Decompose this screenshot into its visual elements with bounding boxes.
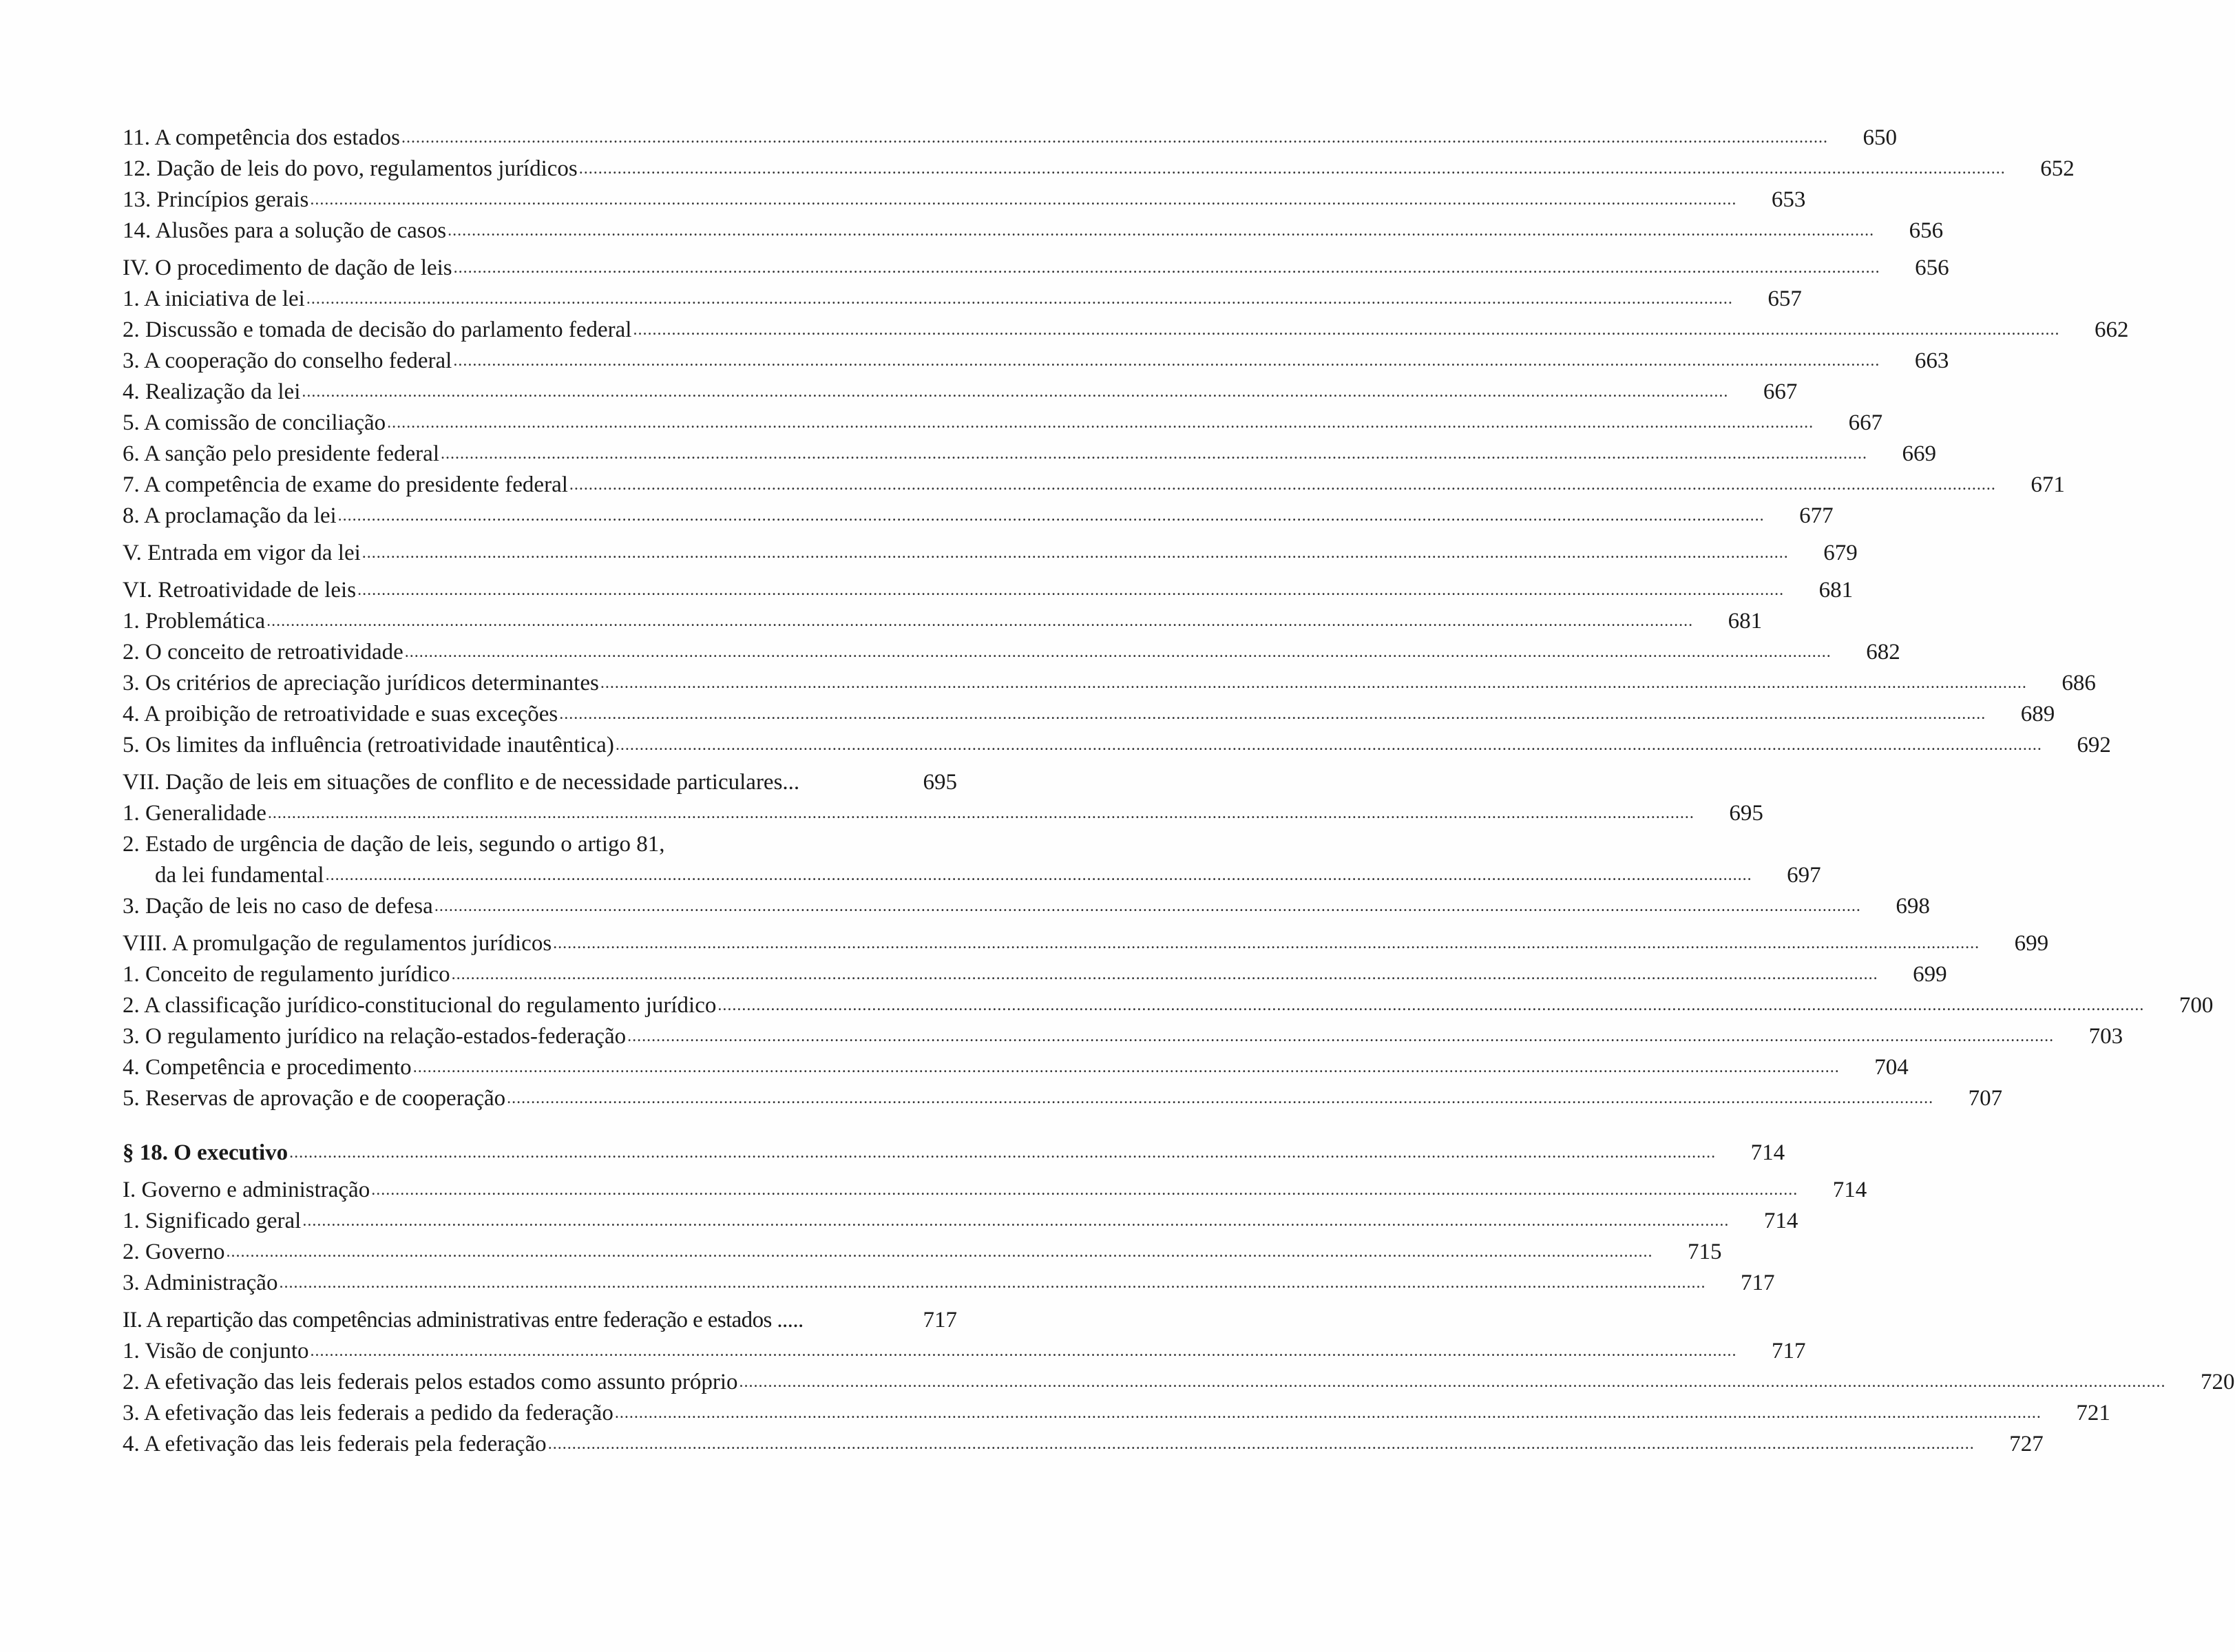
dot-leader — [627, 1021, 2054, 1052]
dot-leader — [266, 606, 1693, 637]
toc-entry-page: 667 — [1763, 379, 1798, 404]
toc-entry-title: 1. Generalidade — [123, 801, 266, 826]
toc-entry — [123, 699, 2055, 730]
dot-leader — [279, 1268, 1706, 1299]
toc-entry-page: 681 — [1728, 609, 1763, 634]
toc-entry-page: 652 — [2040, 156, 2075, 181]
toc-entry — [123, 959, 1947, 990]
dot-leader — [289, 1138, 1716, 1169]
toc-entry-page: 699 — [1913, 962, 1947, 987]
toc-entry-page: 689 — [2020, 702, 2055, 726]
dot-leader — [311, 1336, 1737, 1367]
dot-leader — [326, 860, 1752, 891]
toc-entry-title: VIII. A promulgação de regulamentos jurídicos — [123, 931, 552, 956]
toc-entry-title: VI. Retroatividade de leis — [123, 578, 357, 603]
toc-entry-title: 3. Os critérios de apreciação jurídicos determinantes — [123, 671, 599, 696]
toc-entry-page: 679 — [1823, 541, 1858, 565]
dot-leader — [310, 185, 1736, 216]
toc-entry-page: 669 — [1902, 441, 1936, 466]
toc-entry — [123, 315, 2129, 346]
toc-entry-title: 5. Os limites da influência (retroatividade inautêntica) — [123, 733, 614, 757]
toc-entry-title: 2. O conceito de retroatividade — [123, 640, 403, 665]
toc-entry-title: 8. A proclamação da lei — [123, 503, 337, 528]
toc-entry-page: 667 — [1848, 410, 1883, 435]
dot-leader — [548, 1429, 1975, 1460]
toc-entry-title: 1. Conceito de regulamento jurídico — [123, 962, 450, 987]
toc-entry-title: VII. Dação de leis em situações de conflito e de necessidade particulares... — [123, 770, 800, 795]
toc-entry-page: 714 — [1763, 1209, 1798, 1233]
toc-entry — [123, 1021, 2123, 1052]
toc-entry-title: 2. Discussão e tomada de decisão do parlamento federal — [123, 317, 632, 342]
toc-entry-page: 715 — [1687, 1240, 1722, 1264]
toc-entry-title: da lei fundamental — [155, 863, 324, 888]
toc-entry-title: I. Governo e administração — [123, 1178, 370, 1202]
dot-leader — [553, 928, 1980, 959]
toc-entry-title: 11. A competência dos estados — [123, 125, 400, 150]
dot-leader — [569, 470, 1996, 501]
toc-entry — [123, 185, 1806, 216]
toc-section-heading — [123, 253, 1949, 284]
dot-leader — [717, 990, 2144, 1021]
dot-leader — [357, 575, 1784, 606]
dot-leader — [579, 154, 2006, 185]
toc-entry-page: 700 — [2179, 993, 2214, 1018]
dot-leader — [371, 1175, 1798, 1206]
toc-entry — [123, 829, 957, 860]
toc-entry-page: 657 — [1767, 286, 1802, 311]
toc-entry-title: 3. A efetivação das leis federais a pedido da federação — [123, 1401, 613, 1425]
toc-entry — [123, 798, 1763, 829]
toc-entry-page: 653 — [1771, 187, 1806, 212]
toc-entry — [123, 668, 2096, 699]
dot-leader — [448, 216, 1874, 247]
dot-leader — [306, 284, 1733, 315]
toc-entry-title: 12. Dação de leis do povo, regulamentos jurídicos — [123, 156, 578, 181]
toc-entry — [123, 470, 2065, 501]
toc-entry-title: 4. A proibição de retroatividade e suas exceções — [123, 702, 558, 726]
toc-section-heading — [123, 1175, 1867, 1206]
toc-entry-page: 682 — [1866, 640, 1900, 665]
toc-entry-title: 3. A cooperação do conselho federal — [123, 348, 452, 373]
toc-entry-title: V. Entrada em vigor da lei — [123, 541, 361, 565]
toc-entry — [123, 606, 1763, 637]
toc-entry-title: 1. Problemática — [123, 609, 266, 634]
toc-entry-page: 727 — [2009, 1432, 2044, 1456]
toc-entry-page: 656 — [1915, 255, 1949, 280]
toc-entry — [123, 216, 1944, 247]
toc-entry-title: 4. A efetivação das leis federais pela federação — [123, 1432, 547, 1456]
toc-entry — [123, 1398, 2110, 1429]
toc-entry-title: 2. A classificação jurídico-constitucional do regulamento jurídico — [123, 993, 717, 1018]
toc-section-heading — [123, 928, 2049, 959]
toc-entry-title: 4. Competência e procedimento — [123, 1055, 412, 1080]
toc-entry-title: 6. A sanção pelo presidente federal — [123, 441, 439, 466]
toc-entry-title: 7. A competência de exame do presidente federal — [123, 472, 568, 497]
toc-entry-title: IV. O procedimento de dação de leis — [123, 255, 452, 280]
toc-entry — [123, 346, 1949, 377]
toc-chapter-heading — [123, 1138, 1785, 1169]
toc-entry-page: 717 — [923, 1308, 957, 1332]
toc-entry-page: 714 — [1750, 1140, 1785, 1165]
dot-leader — [268, 798, 1694, 829]
toc-entry — [123, 408, 1883, 439]
toc-entry — [123, 730, 2111, 761]
toc-entry-title: 4. Realização da lei — [123, 379, 301, 404]
toc-section-heading — [123, 1305, 957, 1336]
toc-entry — [123, 501, 1834, 532]
toc-entry — [123, 1206, 1798, 1237]
dot-leader — [454, 253, 1880, 284]
toc-entry-title: 1. Visão de conjunto — [123, 1339, 309, 1363]
toc-entry-title: 1. Significado geral — [123, 1209, 302, 1233]
toc-entry-page: 677 — [1799, 503, 1834, 528]
dot-leader — [452, 959, 1878, 990]
toc-entry-title: 3. Dação de leis no caso de defesa — [123, 894, 433, 919]
toc-entry — [123, 1237, 1722, 1268]
toc-entry-title: 2. Estado de urgência de dação de leis, segundo o artigo 81, — [123, 832, 665, 857]
toc-entry-title: 2. A efetivação das leis federais pelos estados como assunto próprio — [123, 1370, 738, 1394]
toc-section-heading — [123, 767, 957, 798]
dot-leader — [338, 501, 1765, 532]
toc-entry-page: 695 — [1729, 801, 1763, 826]
toc-entry-page: 698 — [1896, 894, 1930, 919]
toc-entry-page: 671 — [2031, 472, 2065, 497]
toc-entry-title: 5. Reservas de aprovação e de cooperação — [123, 1086, 506, 1111]
dot-leader — [616, 730, 2042, 761]
toc-entry — [123, 154, 2075, 185]
toc-entry-page: 714 — [1832, 1178, 1867, 1202]
toc-entry-page: 704 — [1874, 1055, 1909, 1080]
toc-entry-title: 5. A comissão de conciliação — [123, 410, 386, 435]
toc-entry-page: 662 — [2094, 317, 2129, 342]
toc-entry-title: II. A repartição das competências administrativas entre federação e estados ..... — [123, 1308, 804, 1332]
toc-entry-continuation — [123, 860, 1821, 891]
dot-leader — [559, 699, 1986, 730]
dot-leader — [434, 891, 1861, 922]
toc-entry — [123, 637, 1900, 668]
dot-leader — [362, 538, 1789, 569]
toc-entry — [123, 1429, 2044, 1460]
toc-entry — [123, 123, 1897, 154]
toc-entry — [123, 377, 1798, 408]
toc-entry-page: 650 — [1863, 125, 1897, 150]
toc-entry — [123, 284, 1802, 315]
dot-leader — [413, 1052, 1840, 1083]
toc-entry-page: 703 — [2088, 1024, 2123, 1049]
toc-entry-page: 717 — [1772, 1339, 1806, 1363]
toc-entry-page: 707 — [1968, 1086, 2003, 1111]
dot-leader — [302, 1206, 1729, 1237]
toc-entry-title: 1. A iniciativa de lei — [123, 286, 305, 311]
dot-leader — [633, 315, 2059, 346]
dot-leader — [615, 1398, 2042, 1429]
toc-entry — [123, 1083, 2003, 1114]
toc-entry-title: 13. Princípios gerais — [123, 187, 309, 212]
table-of-contents — [123, 123, 2235, 1460]
dot-leader — [453, 346, 1880, 377]
toc-entry-page: 717 — [1740, 1271, 1775, 1295]
toc-entry-page: 720 — [2201, 1370, 2235, 1394]
dot-leader — [507, 1083, 1933, 1114]
toc-entry-page: 656 — [1909, 218, 1944, 243]
toc-entry — [123, 891, 1930, 922]
dot-leader — [401, 123, 1828, 154]
toc-entry-page: 663 — [1914, 348, 1949, 373]
toc-entry-page: 699 — [2014, 931, 2049, 956]
dot-leader — [226, 1237, 1652, 1268]
toc-section-heading — [123, 538, 1858, 569]
toc-entry — [123, 1336, 1806, 1367]
dot-leader — [302, 377, 1728, 408]
dot-leader — [441, 439, 1867, 470]
toc-entry-page: 721 — [2076, 1401, 2110, 1425]
toc-entry — [123, 1052, 1909, 1083]
toc-section-heading — [123, 575, 1854, 606]
toc-entry-title: 3. O regulamento jurídico na relação-estados-federação — [123, 1024, 627, 1049]
toc-entry-title: 2. Governo — [123, 1240, 225, 1264]
toc-entry-page: 692 — [2077, 733, 2111, 757]
toc-entry-title: § 18. O executivo — [123, 1140, 288, 1165]
toc-entry — [123, 990, 2214, 1021]
toc-entry — [123, 439, 1936, 470]
dot-leader — [600, 668, 2027, 699]
dot-leader — [387, 408, 1814, 439]
toc-entry-title: 14. Alusões para a solução de casos — [123, 218, 447, 243]
toc-entry — [123, 1367, 2235, 1398]
toc-entry-title: 3. Administração — [123, 1271, 278, 1295]
toc-entry-page: 681 — [1818, 578, 1854, 603]
dot-leader — [739, 1367, 2166, 1398]
dot-leader — [405, 637, 1832, 668]
toc-entry — [123, 1268, 1775, 1299]
toc-entry-page: 686 — [2061, 671, 2096, 696]
toc-entry-page: 697 — [1787, 863, 1821, 888]
toc-entry-page: 695 — [923, 770, 957, 795]
